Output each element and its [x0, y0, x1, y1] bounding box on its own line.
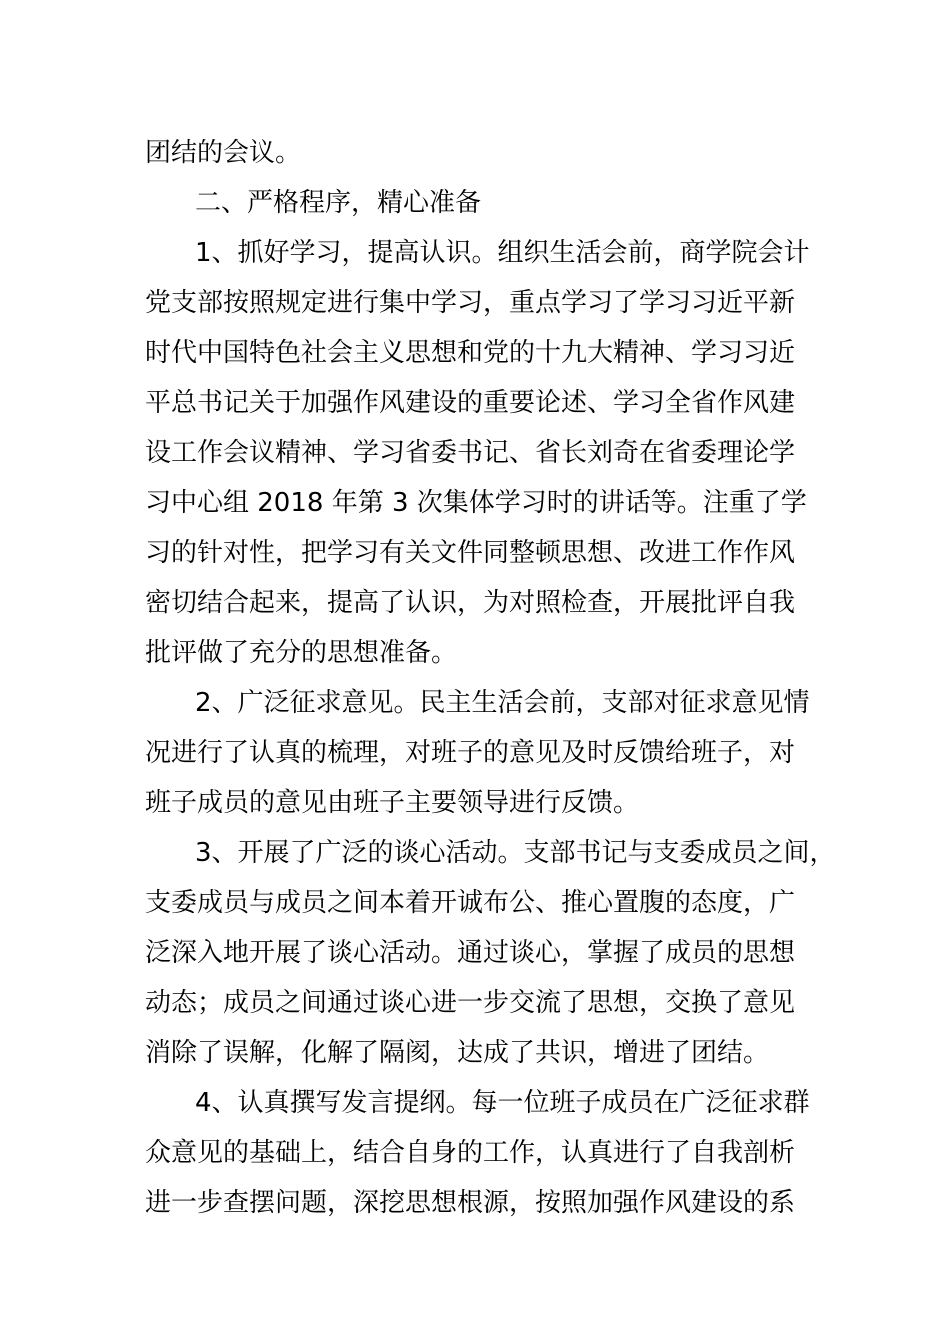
text-line: 消除了误解，化解了隔阂，达成了共识，增进了团结。	[145, 1038, 770, 1068]
text-line: 泛深入地开展了谈心活动。通过谈心，掌握了成员的思想	[145, 938, 796, 968]
text-line: 平总书记关于加强作风建设的重要论述、学习全省作风建	[145, 388, 796, 418]
text-line: 设工作会议精神、学习省委书记、省长刘奇在省委理论学	[145, 438, 796, 468]
text-line: 批评做了充分的思想准备。	[145, 638, 458, 668]
section-heading: 二、严格程序，精心准备	[195, 188, 482, 218]
text-line: 党支部按照规定进行集中学习，重点学习了学习习近平新	[145, 288, 796, 318]
text-line: 支委成员与成员之间本着开诚布公、推心置腹的态度，广	[145, 888, 796, 918]
text-line: 密切结合起来，提高了认识，为对照检查，开展批评自我	[145, 588, 796, 618]
text-line: 时代中国特色社会主义思想和党的十九大精神、学习习近	[145, 338, 796, 368]
text-line: 习中心组 2018 年第 3 次集体学习时的讲话等。注重了学	[145, 488, 807, 518]
text-line: 3、开展了广泛的谈心活动。支部书记与支委成员之间，	[195, 838, 836, 868]
text-line: 1、抓好学习，提高认识。组织生活会前，商学院会计	[195, 238, 810, 268]
text-line: 习的针对性，把学习有关文件同整顿思想、改进工作作风	[145, 538, 796, 568]
text-line: 团结的会议。	[145, 138, 302, 168]
text-line: 4、认真撰写发言提纲。每一位班子成员在广泛征求群	[195, 1088, 810, 1118]
text-line: 况进行了认真的梳理，对班子的意见及时反馈给班子，对	[145, 738, 796, 768]
text-line: 进一步查摆问题，深挖思想根源，按照加强作风建设的系	[145, 1188, 796, 1218]
text-line: 众意见的基础上，结合自身的工作，认真进行了自我剖析	[145, 1138, 796, 1168]
text-line: 班子成员的意见由班子主要领导进行反馈。	[145, 788, 640, 818]
text-line: 2、广泛征求意见。民主生活会前，支部对征求意见情	[195, 688, 810, 718]
text-line: 动态；成员之间通过谈心进一步交流了思想，交换了意见	[145, 988, 796, 1018]
